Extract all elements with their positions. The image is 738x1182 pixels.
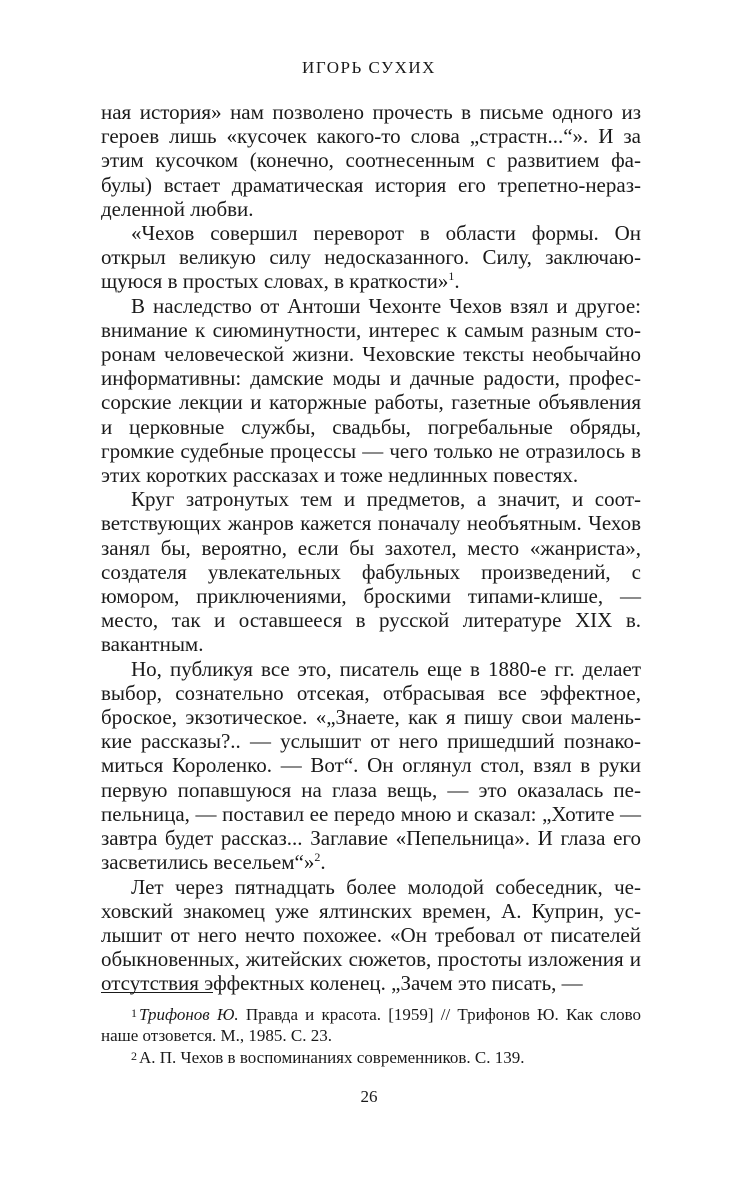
paragraph-2: «Чехов совершил переворот в области формы. Он открыл великую силу недосказанного. Силу, заключающуюся в простых словах, в краткости»$^1$. <box>101 221 641 294</box>
paragraph-4: Круг затронутых тем и предметов, а значит, и соответствующих жанров кажется поначалу необъятным. Чехов занял бы, вероятно, если бы захотел, место «жанриста», создателя увлекательных фабульных произведений, с юмором, приключениями, броскими типами-клише, — место, так и оставшееся в русской литературе XIX в. вакантным. <box>101 487 641 657</box>
footnote-divider <box>101 992 213 993</box>
footnote-2-mark: 2 <box>131 1049 137 1063</box>
footnote-2 <box>101 1046 641 1069</box>
footnote-1-author: Трифонов Ю. <box>139 1005 239 1024</box>
footnote-1-text: Правда и красота. [1959] // Трифонов Ю. Как слово наше отзовется. М., 1985. С. 23. <box>101 1005 641 1045</box>
footnote-ref-2: 2 <box>314 850 321 865</box>
paragraph-6: Лет через пятнадцать более молодой собеседник, чеховский знакомец уже ялтинских времен, А. Куприн, услышит от него нечто похожее. «Он требовал от писателей обыкновенных, житейских сюжетов, простоты изложения и отсутствия эффектных коленец. „Зачем это писать, — <box>101 874 641 996</box>
paragraph-1: ная история» нам позволено прочесть в письме одного из героев лишь «кусочек какого-то слова „страстн...“». И за этим кусочком (конечно, соотнесенным с развитием фабулы) встает драматическая история его трепетно-неразделенной любви. <box>101 100 641 221</box>
footnote-1-mark: 1 <box>131 1006 137 1020</box>
footnote-1 <box>101 1003 641 1046</box>
paragraph-5: Но, публикуя все это, писатель еще в 1880-е гг. делает выбор, сознательно отсекая, отбрасывая все эффектное, броское, экзотическое. «„Знаете, как я пишу свои маленькие рассказы?.. — услышит от него пришедший познакомиться Короленко. — Вот“. Он оглянул стол, взял в руки первую попавшуюся на глаза вещь, — это оказалась пепельница, — поставил ее передо мною и сказал: „Хотите — завтра будет рассказ... Заглавие «Пепельница». И глаза его засветились весельем“»$^2$. <box>101 656 641 875</box>
paragraph-5-text: Но, публикуя все это, писатель еще в 1880-е гг. делает выбор, сознательно отсекая, отбрасывая все эффектное, броское, экзотическое. «„Знаете, как я пишу свои маленькие рассказы?.. — услышит от него пришедший познакомиться Короленко. — Вот“. Он оглянул стол, взял в руки первую попавшуюся на глаза вещь, — это оказалась пепельница, — поставил ее передо мною и сказал: „Хотите — завтра будет рассказ... Заглавие «Пепельница». И глаза его засветились весельем“» <box>101 656 641 875</box>
footnote-ref-1: 1 <box>448 269 455 284</box>
footnotes <box>101 1003 641 1069</box>
running-head: ИГОРЬ СУХИХ <box>302 58 436 77</box>
paragraph-3: В наследство от Антоши Чехонте Чехов взял и другое: внимание к сиюминутности, интерес к самым разным сторонам человеческой жизни. Чеховские тексты необычайно информативны: дамские моды и дачные радости, профессорские лекции и каторжные работы, газетные объявления и церковные службы, свадьбы, погребальные обряды, громкие судебные процессы — чего только не отразилось в этих коротких рассказах и тоже недлинных повестях. <box>101 293 641 488</box>
page-number: 26 <box>360 1087 378 1106</box>
paragraph-2-text: «Чехов совершил переворот в области формы. Он открыл великую силу недосказанного. Силу, заключающуюся в простых словах, в краткости» <box>101 221 641 294</box>
body-text <box>101 100 641 996</box>
footnote-2-text: А. П. Чехов в воспоминаниях современников. С. 139. <box>139 1048 525 1067</box>
